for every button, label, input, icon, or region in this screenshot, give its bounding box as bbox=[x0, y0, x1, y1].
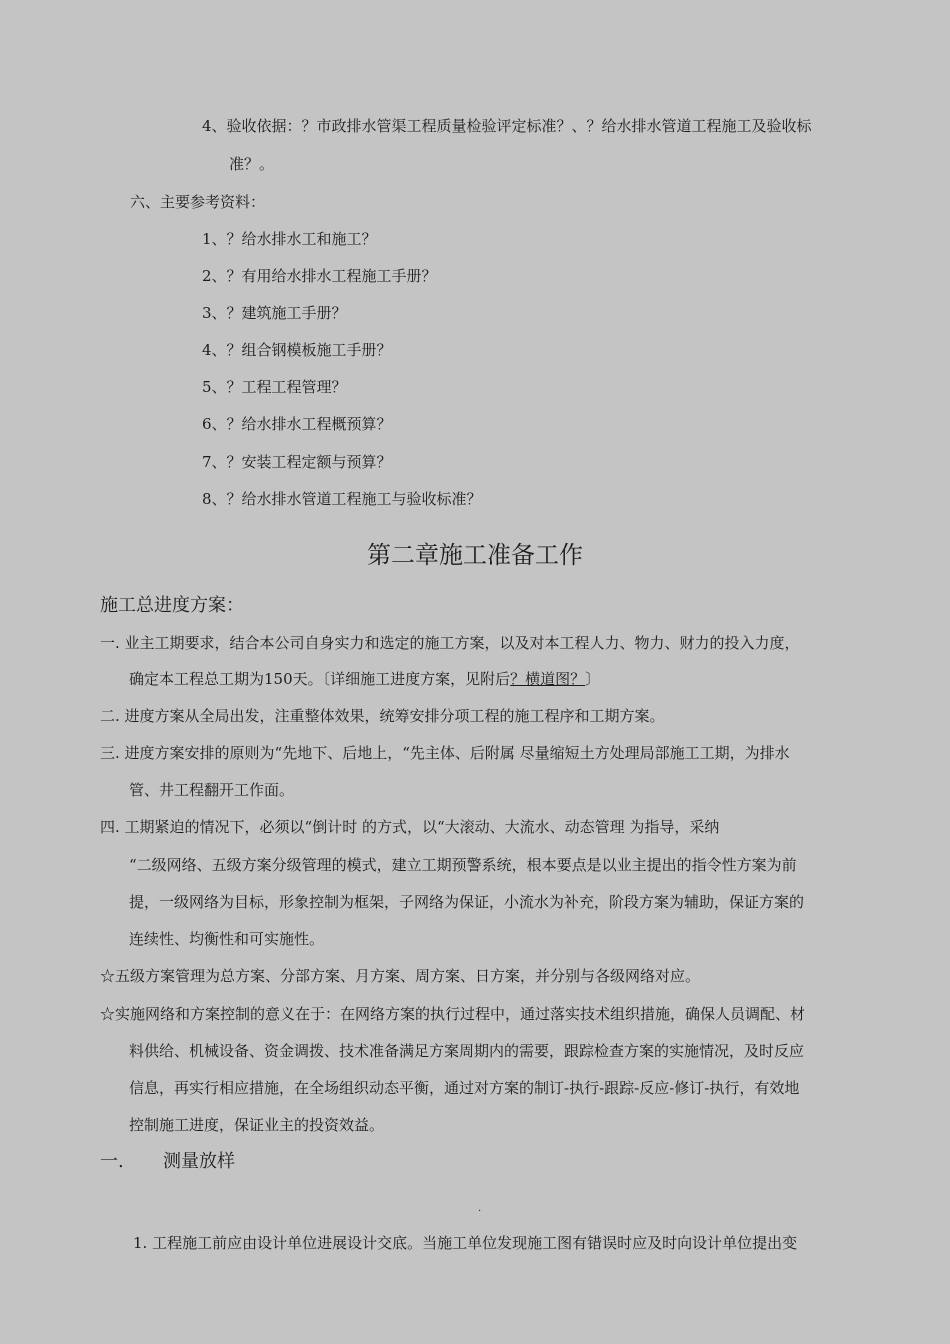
star-note-2-line1: ☆实施网络和方案控制的意义在于：在网络方案的执行过程中，通过落实技术组织措施，确保人员调配、材 bbox=[100, 1005, 806, 1023]
reference-item: 7、？安装工程定额与预算？ bbox=[202, 453, 392, 471]
reference-item: 5、？工程工程管理？ bbox=[202, 378, 347, 396]
page-mark: . bbox=[478, 1203, 482, 1214]
gantt-chart-link: ？横道图？ bbox=[510, 670, 586, 688]
acceptance-basis-line2: 准？。 bbox=[229, 155, 275, 173]
paragraph-4-line2: “二级网络、五级方案分级管理的模式，建立工期预警系统，根本要点是以业主提出的指令性方案为前 bbox=[129, 856, 797, 874]
paragraph-1-line2: 确定本工程总工期为150天。〔详细施工进度方案，见附后？横道图？〕 bbox=[129, 670, 601, 688]
star-note-2-line4: 控制施工进度，保证业主的投资效益。 bbox=[129, 1116, 385, 1134]
paragraph-2: 二. 进度方案从全局出发，注重整体效果，统筹安排分项工程的施工程序和工期方案。 bbox=[100, 707, 665, 725]
acceptance-basis-line1: 4、验收依据：？市政排水管渠工程质量检验评定标准？、？给水排水管道工程施工及验收标 bbox=[202, 117, 812, 135]
reference-item: 6、？给水排水工程概预算？ bbox=[202, 415, 392, 433]
paragraph-4-line1: 四. 工期紧迫的情况下，必须以“倒计时 的方式，以“大滚动、大流水、动态管理 为指导，采纳 bbox=[100, 818, 720, 836]
schedule-subtitle: 施工总进度方案： bbox=[100, 595, 244, 616]
reference-item: 8、？给水排水管道工程施工与验收标准？ bbox=[202, 490, 482, 508]
reference-item: 2、？有用给水排水工程施工手册？ bbox=[202, 267, 437, 285]
paragraph-4-line4: 连续性、均衡性和可实施性。 bbox=[129, 930, 325, 948]
reference-item: 3、？建筑施工手册？ bbox=[202, 304, 347, 322]
star-note-1: ☆五级方案管理为总方案、分部方案、月方案、周方案、日方案，并分别与各级网络对应。 bbox=[100, 967, 701, 985]
reference-item: 1、？给水排水工和施工？ bbox=[202, 230, 377, 248]
paragraph-1-line1: 一. 业主工期要求，结合本公司自身实力和选定的施工方案，以及对本工程人力、物力、财力的投入力度， bbox=[100, 634, 800, 652]
star-note-2-line2: 料供给、机械设备、资金调拨、技术准备满足方案周期内的需要，跟踪检查方案的实施情况，及时反应 bbox=[129, 1042, 805, 1060]
paragraph-4-line3: 提，一级网络为目标，形象控制为框架，子网络为保证，小流水为补充，阶段方案为辅助，保证方案的 bbox=[129, 893, 805, 911]
survey-section-number: 一. bbox=[100, 1151, 124, 1172]
survey-section-title: 测量放样 bbox=[163, 1151, 235, 1172]
reference-item: 4、？组合钢模板施工手册？ bbox=[202, 341, 392, 359]
star-note-2-line3: 信息，再实行相应措施，在全场组织动态平衡，通过对方案的制订-执行-跟踪-反应-修订-执行，有效地 bbox=[129, 1079, 800, 1097]
chapter-title: 第二章施工准备工作 bbox=[367, 541, 583, 569]
references-title: 六、主要参考资料： bbox=[130, 193, 266, 211]
paragraph-3-line1: 三. 进度方案安排的原则为“先地下、后地上，“先主体、后附属 尽量缩短土方处理局部施工工期，为排水 bbox=[100, 744, 790, 762]
paragraph-3-line2: 管、井工程翻开工作面。 bbox=[129, 781, 295, 799]
survey-item-1: 1. 工程施工前应由设计单位进展设计交底。当施工单位发现施工图有错误时应及时向设计单位提出变 bbox=[133, 1234, 798, 1252]
